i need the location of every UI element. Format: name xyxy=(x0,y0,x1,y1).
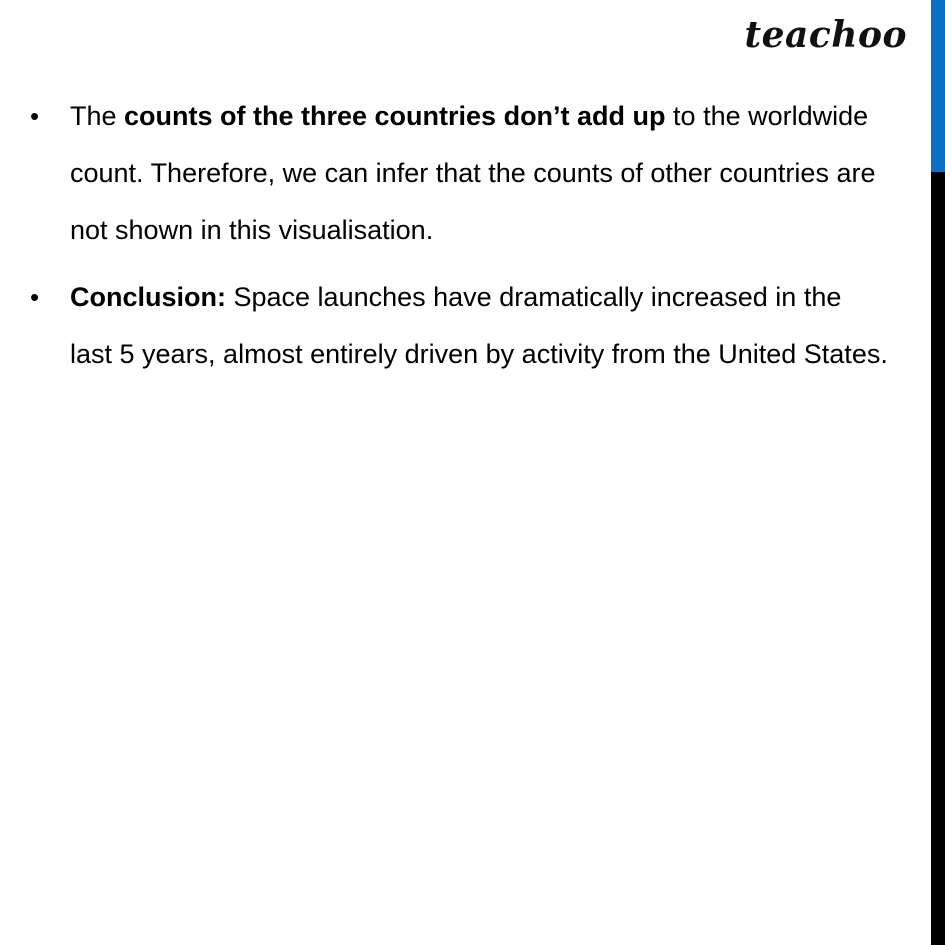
bullet-text-after: Space launches have dramatically increased in the last 5 years, almost entirely driven by activity from the United States. xyxy=(70,282,888,369)
bullet-list xyxy=(30,88,890,393)
bullet-marker: • xyxy=(30,101,40,131)
bullet-text-bold: Conclusion: xyxy=(70,282,226,312)
side-accent xyxy=(931,0,945,172)
bullet-text-bold: counts of the three countries don’t add up xyxy=(124,101,666,131)
bullet-item-counts xyxy=(30,88,890,259)
bullet-item-conclusion xyxy=(30,269,890,383)
teachoo-logo: teachoo xyxy=(744,14,907,56)
bullet-marker: • xyxy=(30,282,40,312)
bullet-text-after: to the worldwide count. Therefore, we can infer that the counts of other countries are not shown in this visualisation. xyxy=(70,101,876,245)
bullet-text-before: The xyxy=(70,101,125,131)
